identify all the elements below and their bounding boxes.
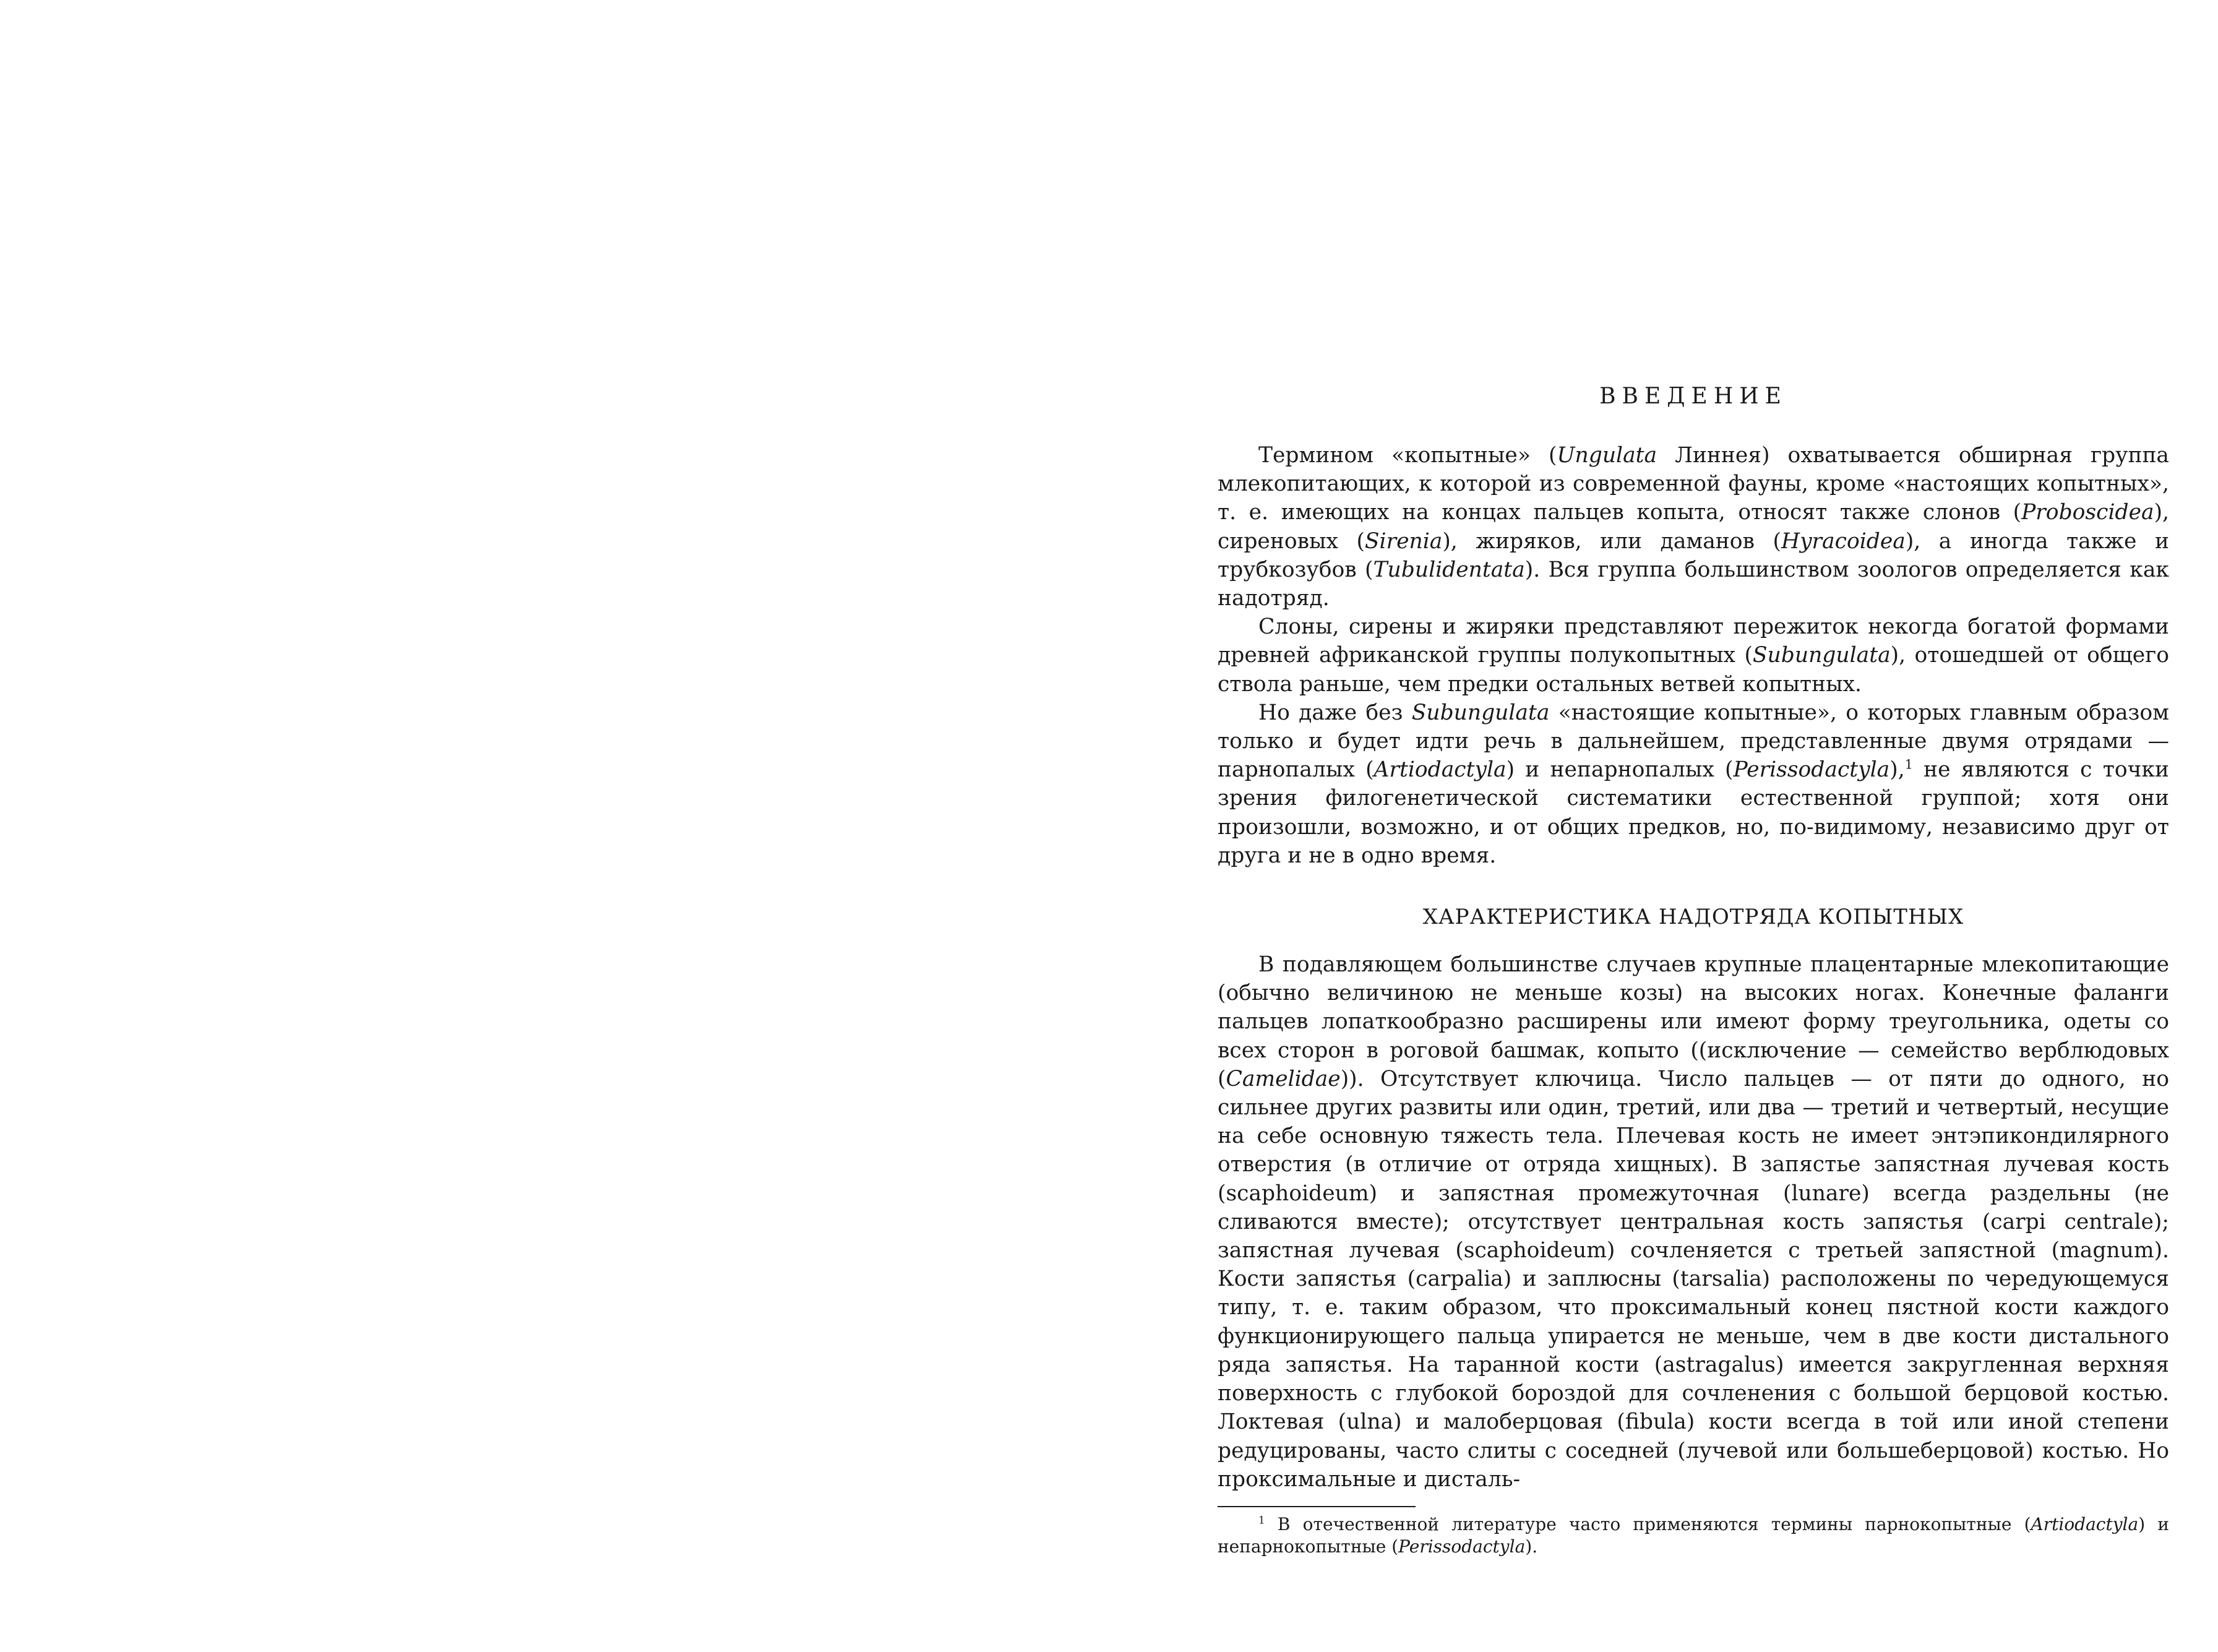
text-run: ) и непарнокопытные ( <box>1218 1513 2169 1557</box>
italic-term: Perissodactyla <box>1733 757 1890 783</box>
text-run: )). Отсутствует ключица. Число пальцев — от пяти до одного, но сильнее других развиты или один, третий, или два — третий и четвертый, несущие на себе основную тяжесть тела. Плечевая кость не имеет энтэпикондилярного отверстия (в отличие от отряда хищных). В запястье запястная лучевая кость (scaphoideum) и запястная промежуточная (lunare) всегда раздельны (не сливаются вместе); отсутствует центральная кость запястья (carpi centrale); запястная лучевая (scaphoideum) сочленяется с третьей запястной (magnum). Кости запястья (carpalia) и заплюсны (tarsalia) расположены по чередующемуся типу, т. е. таким образом, что проксимальный конец пястной кости каждого функционирующего пальца упирается не меньше, чем в две кости дистального ряда запястья. На таранной кости (astragalus) имеется закругленная верхняя поверхность с глубокой бороздой для сочленения с большой берцовой костью. Локтевая (ulna) и малоберцовая (fibula) кости всегда в той или иной степени редуцированы, часто слиты с соседней (лучевой или большеберцовой) костью. Но проксимальные и дисталь- <box>1218 1066 2169 1492</box>
italic-term: Artiodactyla <box>2031 1513 2139 1534</box>
text-run: «настоящие копытные», о которых главным образом только и будет идти речь в дальнейшем, представленные двумя отрядами — парнопалых ( <box>1218 700 2169 783</box>
italic-term: Sirenia <box>1364 528 1443 554</box>
intro-paragraph-3 <box>1218 699 2169 870</box>
intro-paragraph-2 <box>1218 613 2169 699</box>
text-run: Но даже без <box>1258 700 1412 725</box>
section-title: ХАРАКТЕРИСТИКА НАДОТРЯДА КОПЫТНЫХ <box>1422 905 1964 930</box>
italic-term: Subungulata <box>1752 643 1891 668</box>
text-run: ), жиряков, или даманов ( <box>1442 528 1781 554</box>
text-run: ), отошедшей от общего ствола раньше, чем предки остальных ветвей копытных. <box>1218 643 2169 697</box>
right-page <box>1218 384 2169 1558</box>
characteristics-paragraph <box>1218 950 2169 1494</box>
italic-term: Perissodactyla <box>1398 1536 1526 1557</box>
footnote-number: 1 <box>1258 1513 1265 1526</box>
text-run: ) и непарнопалых ( <box>1506 757 1734 783</box>
text-run: В подавляющем большинстве случаев крупные плацентарные млекопитающие (обычно величиною не меньше козы) на высоких ногах. Конечные фаланги пальцев лопаткообразно расширены или имеют форму треугольника, одеты со всех сторон в роговой башмак, копыто ((исключение — семейство верблюдовых ( <box>1218 952 2169 1091</box>
italic-term: Subungulata <box>1411 700 1550 725</box>
italic-term: Artiodactyla <box>1373 757 1507 783</box>
italic-term: Tubulidentata <box>1373 557 1525 582</box>
footnote-marker: 1 <box>1904 757 1913 772</box>
footnote <box>1218 1513 2169 1558</box>
chapter-title: ВВЕДЕНИЕ <box>1599 384 1787 409</box>
text-run: Термином «копытные» ( <box>1258 443 1557 468</box>
footnote-divider <box>1218 1506 1416 1507</box>
text-run: В отечественной литературе часто применяются термины парнокопытные ( <box>1265 1513 2031 1534</box>
italic-term: Proboscidea <box>2021 500 2154 525</box>
italic-term: Hyracoidea <box>1781 528 1906 554</box>
text-run: ). <box>1525 1536 1538 1557</box>
text-run: ), <box>1889 757 1905 783</box>
intro-paragraph-1 <box>1218 441 2169 613</box>
text-run: Слоны, сирены и жиряки представляют пережиток некогда богатой формами древней африканской группы полукопытных ( <box>1218 614 2169 668</box>
italic-term: Camelidae <box>1226 1066 1341 1091</box>
text-run: Линнея) охватывается обширная группа млекопитающих, к которой из современной фауны, кроме «настоящих копытных», т. е. имеющих на концах пальцев копыта, относят также слонов ( <box>1218 443 2170 525</box>
text-run: ). Вся группа большинством зоологов определяется как надотряд. <box>1218 557 2169 611</box>
italic-term: Ungulata <box>1557 443 1657 468</box>
text-run: ), сиреновых ( <box>1218 500 2169 554</box>
text-run: не являются с точки зрения филогенетической систематики естественной группой; хотя они произошли, возможно, и от общих предков, но, по-видимому, независимо друг от друга и не в одно время. <box>1218 757 2169 868</box>
text-run: ), а иногда также и трубкозубов ( <box>1218 528 2169 582</box>
